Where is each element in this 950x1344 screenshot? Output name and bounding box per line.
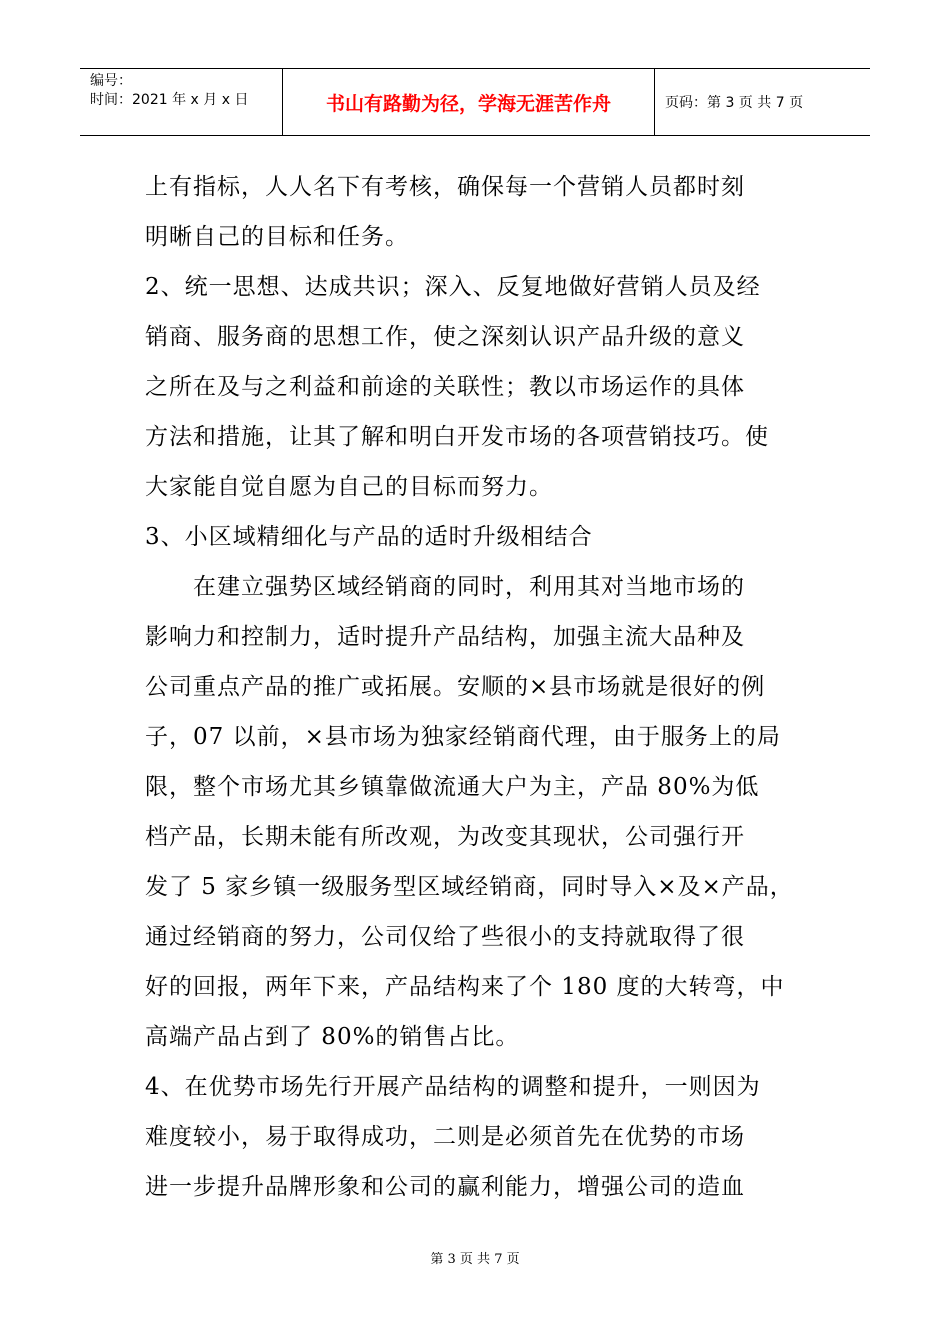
text-line: 影响力和控制力，适时提升产品结构，加强主流大品种及 [145, 624, 745, 650]
text-line: 销商、服务商的思想工作，使之深刻认识产品升级的意义 [145, 324, 745, 350]
number-label: 编号： [90, 73, 132, 89]
text-line: 4、在优势市场先行开展产品结构的调整和提升，一则因为 [145, 1074, 761, 1100]
text-line: 上有指标，人人名下有考核，确保每一个营销人员都时刻 [145, 174, 745, 200]
text-line: 通过经销商的努力，公司仅给了些很小的支持就取得了很 [145, 924, 745, 950]
text-line: 之所在及与之利益和前途的关联性；教以市场运作的具体 [145, 374, 745, 400]
text-line: 3、小区域精细化与产品的适时升级相结合 [145, 524, 593, 550]
header-motto: 书山有路勤为径，学海无涯苦作舟 [283, 69, 655, 135]
text-line: 明晰自己的目标和任务。 [145, 224, 409, 250]
text-line: 发了 5 家乡镇一级服务型区域经销商，同时导入×及×产品， [145, 874, 794, 900]
text-line: 方法和措施，让其了解和明白开发市场的各项营销技巧。使 [145, 424, 769, 450]
text-line: 档产品，长期未能有所改观，为改变其现状，公司强行开 [145, 824, 745, 850]
text-line: 公司重点产品的推广或拓展。安顺的×县市场就是很好的例 [145, 674, 766, 700]
text-line: 限，整个市场尤其乡镇靠做流通大户为主，产品 80%为低 [145, 774, 760, 800]
time-label: 时间：2021 年 x 月 x 日 [90, 92, 249, 108]
text-line: 2、统一思想、达成共识；深入、反复地做好营销人员及经 [145, 274, 761, 300]
text-line: 大家能自觉自愿为自己的目标而努力。 [145, 474, 553, 500]
header-meta [80, 69, 283, 135]
page-footer: 第 3 页 共 7 页 [430, 1252, 520, 1267]
text-line: 高端产品占到了 80%的销售占比。 [145, 1024, 520, 1050]
text-line: 在建立强势区域经销商的同时，利用其对当地市场的 [145, 574, 745, 600]
text-line: 难度较小，易于取得成功，二则是必须首先在优势的市场 [145, 1124, 745, 1150]
text-line: 好的回报，两年下来，产品结构来了个 180 度的大转弯，中 [145, 974, 785, 1000]
text-line: 进一步提升品牌形象和公司的赢利能力，增强公司的造血 [145, 1174, 745, 1200]
text-line: 子，07 以前，×县市场为独家经销商代理，由于服务上的局 [145, 724, 781, 750]
page-header [80, 68, 870, 136]
header-page-info: 页码：第 3 页 共 7 页 [665, 95, 804, 111]
document-body [145, 162, 815, 1212]
